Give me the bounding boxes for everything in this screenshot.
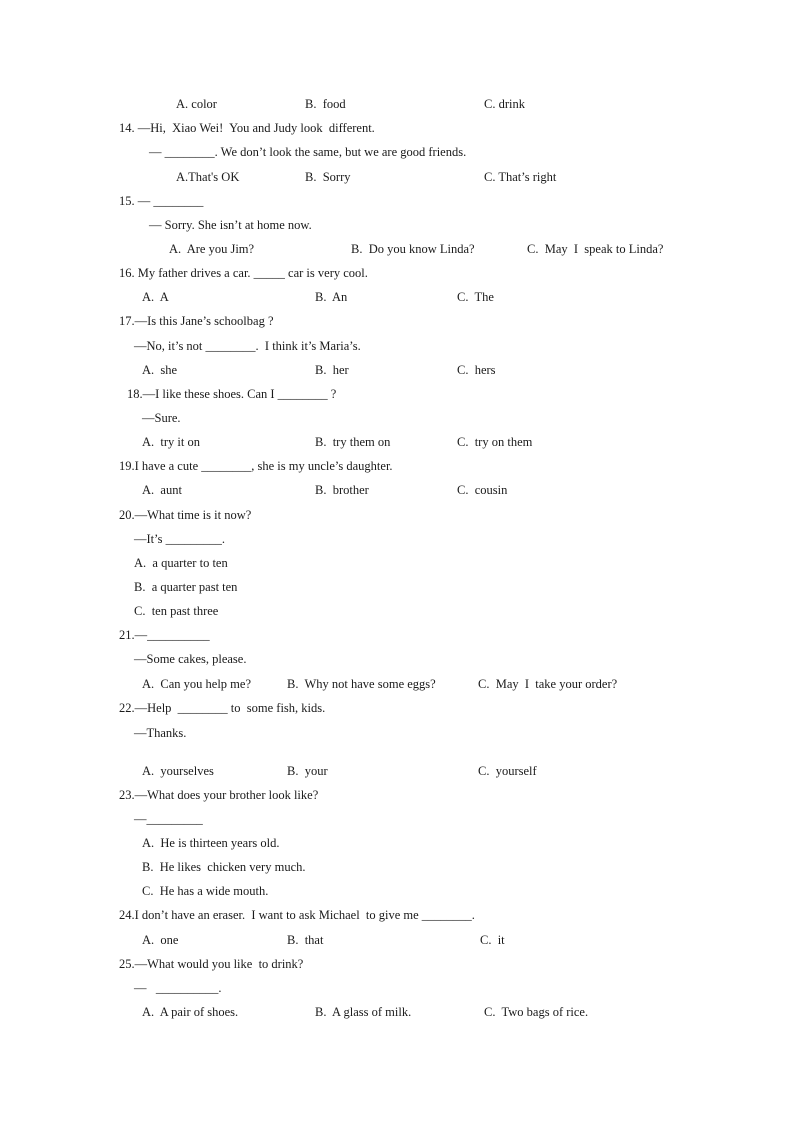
text-line: 25.—What would you like to drink? [119, 957, 304, 971]
text-line: C. May I speak to Linda? [527, 242, 664, 256]
text-line: C. yourself [478, 764, 537, 778]
text-line: A. aunt [142, 483, 182, 497]
text-line: C. ten past three [134, 604, 219, 618]
text-line: 14. —Hi, Xiao Wei! You and Judy look different. [119, 121, 375, 135]
text-line: A. color [176, 97, 217, 111]
text-line: B. brother [315, 483, 369, 497]
text-line: C. The [457, 290, 494, 304]
text-line: —Some cakes, please. [134, 652, 247, 666]
text-line: A. He is thirteen years old. [142, 836, 280, 850]
text-line: B. that [287, 933, 324, 947]
text-line: —No, it’s not ________. I think it’s Maria’s. [134, 339, 361, 353]
text-line: — Sorry. She isn’t at home now. [149, 218, 312, 232]
text-line: B. Sorry [305, 170, 351, 184]
text-line: A. one [142, 933, 179, 947]
text-line: A. A pair of shoes. [142, 1005, 239, 1019]
text-line: C. try on them [457, 435, 533, 449]
text-line: C. Two bags of rice. [484, 1005, 589, 1019]
text-line: A. Are you Jim? [169, 242, 255, 256]
text-line: A.That's OK [176, 170, 240, 184]
text-line: B. a quarter past ten [134, 580, 238, 594]
text-line: C. hers [457, 363, 496, 377]
text-line: A. yourselves [142, 764, 214, 778]
text-line: A. try it on [142, 435, 200, 449]
text-line: 21.—__________ [119, 628, 210, 642]
text-line: 18.—I like these shoes. Can I ________ ? [127, 387, 337, 401]
text-line: — __________. [134, 981, 222, 995]
text-line: B. Why not have some eggs? [287, 677, 436, 691]
text-line: B. food [305, 97, 346, 111]
text-line: B. her [315, 363, 349, 377]
text-line: C. May I take your order? [478, 677, 618, 691]
text-line: 20.—What time is it now? [119, 508, 252, 522]
text-line: 24.I don’t have an eraser. I want to ask Michael to give me ________. [119, 908, 475, 922]
text-line: —Thanks. [134, 726, 187, 740]
text-line: B. Do you know Linda? [351, 242, 475, 256]
text-line: B. A glass of milk. [315, 1005, 412, 1019]
text-line: B. An [315, 290, 348, 304]
text-line: A. A [142, 290, 169, 304]
text-line: 22.—Help ________ to some fish, kids. [119, 701, 326, 715]
text-line: 19.I have a cute ________, she is my uncle’s daughter. [119, 459, 393, 473]
text-line: A. a quarter to ten [134, 556, 228, 570]
text-line: 23.—What does your brother look like? [119, 788, 319, 802]
text-line: C. cousin [457, 483, 508, 497]
text-line: C. That’s right [484, 170, 557, 184]
text-line: 16. My father drives a car. _____ car is very cool. [119, 266, 368, 280]
text-line: — ________. We don’t look the same, but we are good friends. [149, 145, 467, 159]
text-line: B. He likes chicken very much. [142, 860, 306, 874]
text-line: C. it [480, 933, 505, 947]
text-line: 17.—Is this Jane’s schoolbag ? [119, 314, 274, 328]
text-line: C. He has a wide mouth. [142, 884, 269, 898]
text-line: —Sure. [142, 411, 181, 425]
text-line: C. drink [484, 97, 525, 111]
text-line: 15. — ________ [119, 194, 204, 208]
text-line: A. Can you help me? [142, 677, 252, 691]
text-line: B. try them on [315, 435, 391, 449]
text-line: B. your [287, 764, 328, 778]
text-line: —_________ [134, 812, 203, 826]
text-line: A. she [142, 363, 178, 377]
text-line: —It’s _________. [134, 532, 225, 546]
